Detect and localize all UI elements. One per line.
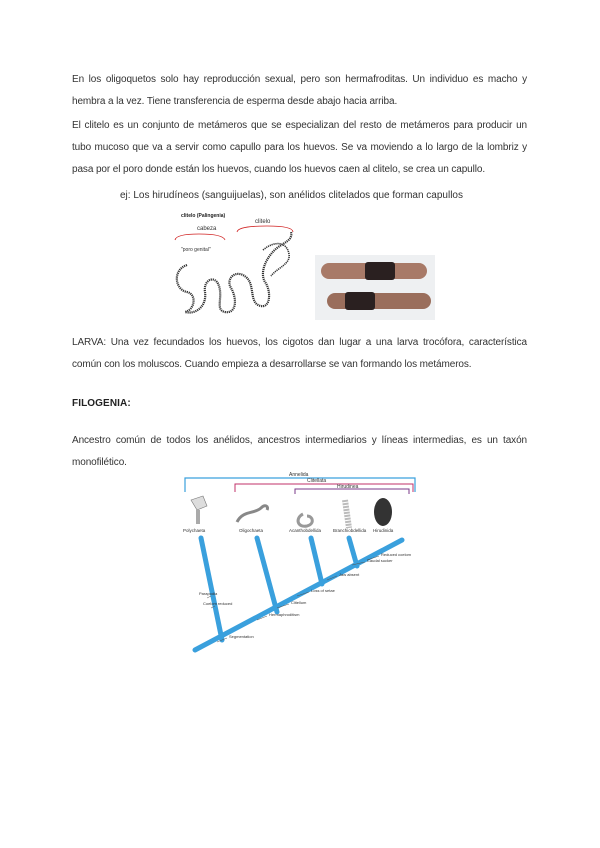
trait-segmentation: Segmentation: [229, 634, 254, 639]
worm-photo-2: [327, 293, 431, 309]
taxon-acanthobdellida: Acanthobdellida: [289, 528, 322, 533]
bracket-annelida: [185, 478, 415, 492]
example-hirudineos: ej: Los hirudíneos (sanguijuelas), son anélidos clitelados que forman capullos: [120, 190, 463, 201]
taxon-polychaeta: Polychaeta: [183, 528, 206, 533]
trait-loss-of-setae: Loss of setae: [311, 588, 335, 593]
heading-filogenia: FILOGENIA:: [72, 398, 131, 409]
figure-clitelo-title: clitelo (Palingenia): [181, 213, 226, 219]
figure-earthworm-photos: [315, 255, 435, 320]
worm-drawing: [177, 232, 291, 313]
figure-worm-clitelo: [167, 210, 307, 320]
bracket-clitellata: [235, 484, 413, 492]
label-annelida: Annelida: [289, 472, 309, 478]
paragraph-clitelo: El clitelo es un conjunto de metámeros que se especializan del resto de metámeros para producir un tubo mucoso que va a servir como capullo para los huevos. Se va moviendo a lo largo de la lombriz y pasa por el poro donde están los huevos, cuando los huevos caen al clitelo, se crea un capullo.: [72, 120, 527, 175]
trait-hermaphroditism: Hermaphroditism: [269, 612, 300, 617]
branch-acanthobdellida: [311, 538, 322, 584]
polychaete-illustration: [191, 496, 207, 510]
oligochaete-illustration: [237, 506, 268, 522]
branch-branchiobdellida: [349, 538, 357, 566]
taxon-branchiobdellida: Branchiobdellida: [333, 528, 367, 533]
paragraph-larva: LARVA: Una vez fecundados los huevos, los cigotos dan lugar a una larva trocófora, característica común con los moluscos. Cuando empieza a desarrollarse se van formando los metámeros.: [72, 337, 527, 370]
bracket-clitelo: [237, 226, 293, 232]
figure-label-clitelo: clitelo: [255, 219, 271, 225]
tree-branches: [195, 538, 402, 650]
trait-caudal-sucker: Caudal sucker: [367, 558, 393, 563]
taxon-oligochaeta: Oligochaeta: [239, 528, 264, 533]
figure-label-cabeza: cabeza: [197, 226, 217, 232]
polychaete-body: [196, 510, 200, 524]
paragraph-oligoquetos: En los oligoquetos solo hay reproducción sexual, pero son hermafroditas. Un individuo es macho y hembra a la vez. Tiene transferencia de esperma desde abajo hacia arriba.: [72, 74, 527, 107]
trait-reduced-coelom: Reduced coelom: [381, 552, 412, 557]
clitellum-band-1: [365, 262, 395, 280]
branch-polychaeta: [201, 538, 222, 640]
branch-oligochaeta: [257, 538, 277, 612]
trait-clitellum: Clitellum: [291, 600, 307, 605]
label-clitellata: Clitellata: [307, 478, 327, 484]
clitellum-band-2: [345, 292, 375, 310]
figure-phylogeny: [177, 470, 427, 665]
trait-jaw-absent: Jaw absent: [339, 572, 360, 577]
figure-label-poro: "poro genital": [181, 247, 211, 253]
taxon-hirudinida: Hirudinida: [373, 528, 394, 533]
animal-illustrations: [191, 496, 392, 528]
trait-coelom-reduced: Coelom reduced: [203, 601, 233, 606]
trait-parapodia: Parapodia: [199, 591, 218, 596]
acanthobdellid-illustration: [298, 514, 312, 526]
paragraph-ancestro: Ancestro común de todos los anélidos, ancestros intermediarios y líneas intermedias, es un taxón monofilético.: [72, 435, 527, 468]
label-hirudinea: Hirudinea: [337, 484, 359, 490]
leech-illustration: [374, 498, 392, 526]
main-trunk: [195, 540, 402, 650]
bracket-cabeza: [175, 234, 225, 240]
branchiobdellid-illustration: [345, 500, 349, 528]
